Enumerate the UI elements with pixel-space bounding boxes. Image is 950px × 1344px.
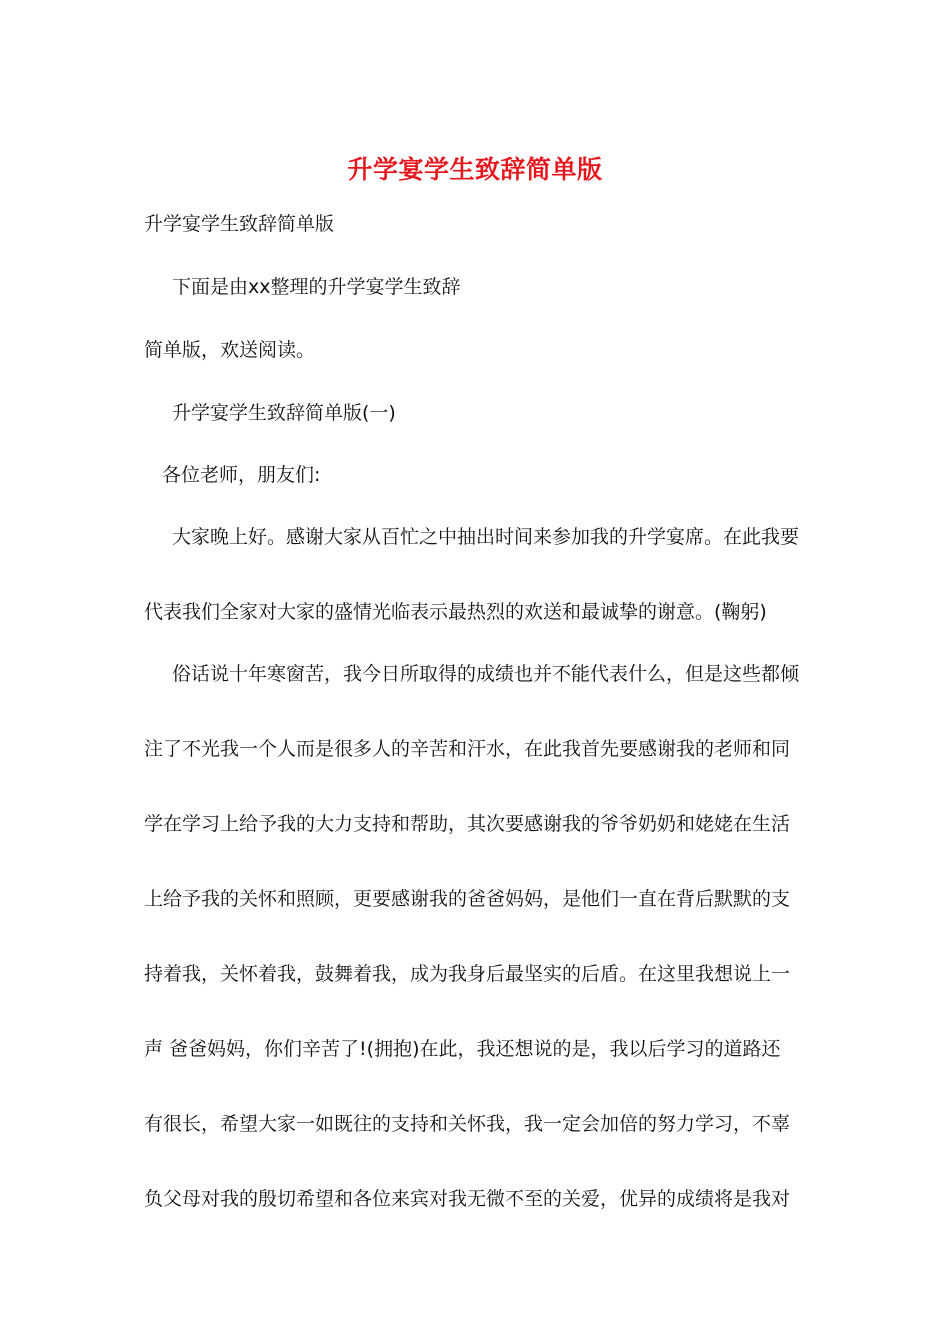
- salutation-line: 各位老师，朋友们:: [162, 464, 321, 486]
- paragraph-line: 声 爸爸妈妈，你们辛苦了!(拥抱)在此，我还想说的是，我以后学习的道路还: [144, 1038, 781, 1060]
- document-title: 升学宴学生致辞简单版: [347, 155, 603, 184]
- intro-line-2: 简单版，欢送阅读。: [144, 339, 316, 361]
- paragraph-line: 注了不光我一个人而是很多人的辛苦和汗水，在此我首先要感谢我的老师和同: [144, 738, 791, 760]
- intro-line-1: 下面是由xx整理的升学宴学生致辞: [172, 276, 461, 298]
- section-heading: 升学宴学生致辞简单版(一): [172, 402, 396, 424]
- paragraph-line: 持着我，关怀着我，鼓舞着我，成为我身后最坚实的后盾。在这里我想说上一: [144, 963, 791, 985]
- paragraph-line: 俗话说十年寒窗苦，我今日所取得的成绩也并不能代表什么，但是这些都倾: [172, 663, 800, 685]
- subtitle-line: 升学宴学生致辞简单版: [144, 213, 335, 235]
- paragraph-line: 有很长，希望大家一如既往的支持和关怀我，我一定会加倍的努力学习，不辜: [144, 1113, 791, 1135]
- paragraph-line: 大家晚上好。感谢大家从百忙之中抽出时间来参加我的升学宴席。在此我要: [172, 526, 800, 548]
- paragraph-line: 负父母对我的殷切希望和各位来宾对我无微不至的关爱，优异的成绩将是我对: [144, 1188, 791, 1210]
- paragraph-line: 上给予我的关怀和照顾，更要感谢我的爸爸妈妈，是他们一直在背后默默的支: [144, 888, 791, 910]
- paragraph-line: 学在学习上给予我的大力支持和帮助，其次要感谢我的爷爷奶奶和姥姥在生活: [144, 813, 791, 835]
- paragraph-line: 代表我们全家对大家的盛情光临表示最热烈的欢送和最诚挚的谢意。(鞠躬): [144, 601, 767, 623]
